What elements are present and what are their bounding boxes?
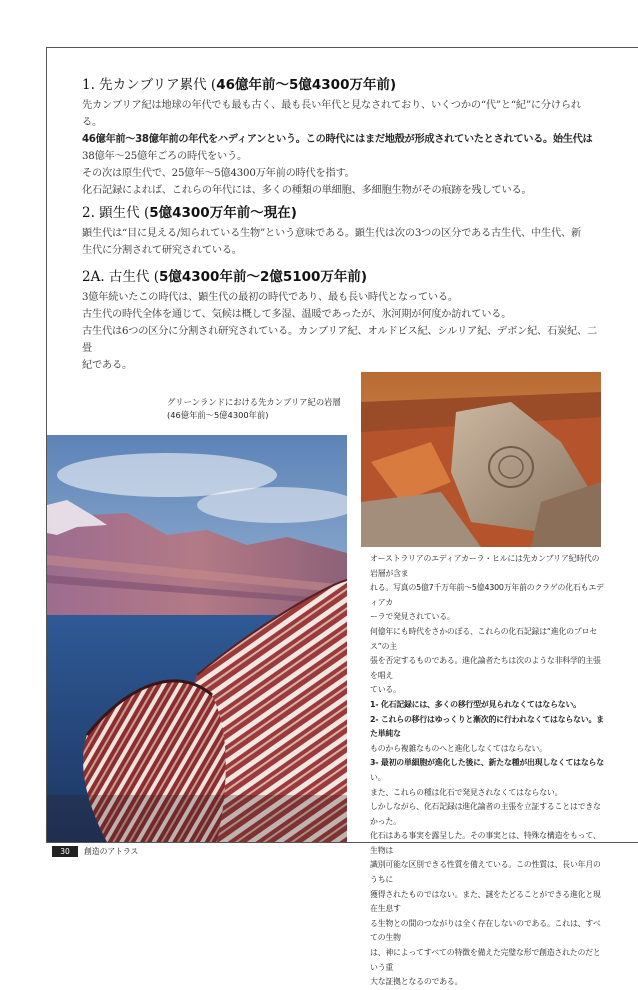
greenland-caption [167,396,357,422]
caption-line: れる。写真の5億7千万年前～5億4300万年前のクラゲの化石もエディアカ [370,583,604,607]
paragraph-line: 古生代の時代全体を通じて、気候は概して多湿、温暖であったが、氷河期が何度か訪れている。 [82,309,512,320]
caption-line: 何億年にも時代をさかのぼる、これらの化石記録は“進化のプロセス”の主 [370,626,597,651]
caption-line: (46億年前～5億4300年前) [167,410,269,420]
section-phanerozoic [82,203,600,259]
book-title: 創造のアトラス [84,846,139,856]
caption-line: 2- これらの移行はゆっくりと漸次的に行われなくてはならない。また単純な [370,714,604,739]
caption-line: ている。 [370,685,401,695]
paragraph-line: その次は原生代で、25億年～5億4300万年前の時代を指す。 [82,168,355,179]
page-number: 30 [52,846,78,857]
ediacara-caption [370,552,606,990]
caption-line: 識別可能な区別できる性質を備えている。この性質は、長い年月のうちに [370,860,601,885]
caption-line: 獲得されたものではない。また、謎をたどることができる進化と現在生息す [370,889,601,914]
caption-line: る生物との間のつながりは全く存在しないのである。これは、すべての生物 [370,918,601,943]
caption-line: 1- 化石記録には、多くの移行型が見られなくてはならない。 [370,699,581,709]
paragraph-line: 紀である。 [82,360,132,371]
paragraph-line: 化石記録によれば、これらの年代には、多くの種類の単細胞、多細胞生物がその痕跡を残している。 [82,185,532,196]
section-heading: 1. 先カンブリア累代 (46億年前～5億4300万年前) [82,77,397,93]
frame-top-rule [46,47,638,48]
section-heading: 2. 顕生代 (5億4300万年前～現在) [82,205,297,221]
paragraph-line: 生代に分割されて研究されている。 [82,245,242,256]
caption-line: は、神によってすべての特徴を備えた完璧な形で創造されたのだという重 [370,948,601,972]
paragraph-line: 3億年続いたこの時代は、顕生代の最初の時代であり、最も長い時代となっている。 [82,292,458,303]
caption-line: しかしながら、化石記録は進化論者の主張を立証することはできなかった。 [370,802,601,826]
caption-line: オーストラリアのエディアカーラ・ヒルには先カンブリア紀時代の岩層が含ま [370,554,600,578]
caption-line: 3- 最初の単細胞が進化した後に、新たな種が出現しなくてはならな [370,758,604,768]
paragraph-line: 古生代は6つの区分に分割され研究されている。カンブリア紀、オルドビス紀、シルリア紀、デボン紀、石炭紀、二畳 [82,326,597,354]
paragraph-line: 先カンブリア紀は地球の年代でも最も古く、最も長い年代と見なされており、いくつかの“代”と“紀”に分けられる。 [82,100,581,128]
caption-line: 張を否定するものである。進化論者たちは次のような非科学的主張を唱え [370,656,601,680]
caption-line: 大な証拠となるのである。 [370,977,463,987]
paragraph-line: 38億年～25億年ごろの時代をいう。 [82,151,247,162]
greenland-rock-photo [47,435,347,842]
page-footer [52,845,138,857]
ediacara-fossil-photo [361,372,601,547]
caption-line: グリーンランドにおける先カンブリア紀の岩層 [167,397,341,407]
paragraph-line: 46億年前～38億年前の年代をハディアンという。この時代にはまだ地殻が形成されていたとされている。始生代は [82,134,593,145]
caption-line: ものから複雑なものへと進化しなくてはならない。 [370,743,547,753]
paragraph-line: 顕生代は“目に見える/知られている生物”という意味である。顕生代は次の3つの区分である古生代、中生代、新 [82,228,581,239]
caption-line: また、これらの種は化石で発見されなくてはならない。 [370,787,563,797]
caption-line: い。 [370,772,386,782]
section-precambrian [82,75,600,199]
section-paleozoic [82,267,600,374]
caption-line: ーラで発見されている。 [370,612,455,622]
section-heading: 2A. 古生代 (5億4300年前～2億5100万年前) [82,269,368,285]
caption-line: 化石はある事実を露呈した。その事実とは、特殊な構造をもって、生物は [370,831,601,855]
